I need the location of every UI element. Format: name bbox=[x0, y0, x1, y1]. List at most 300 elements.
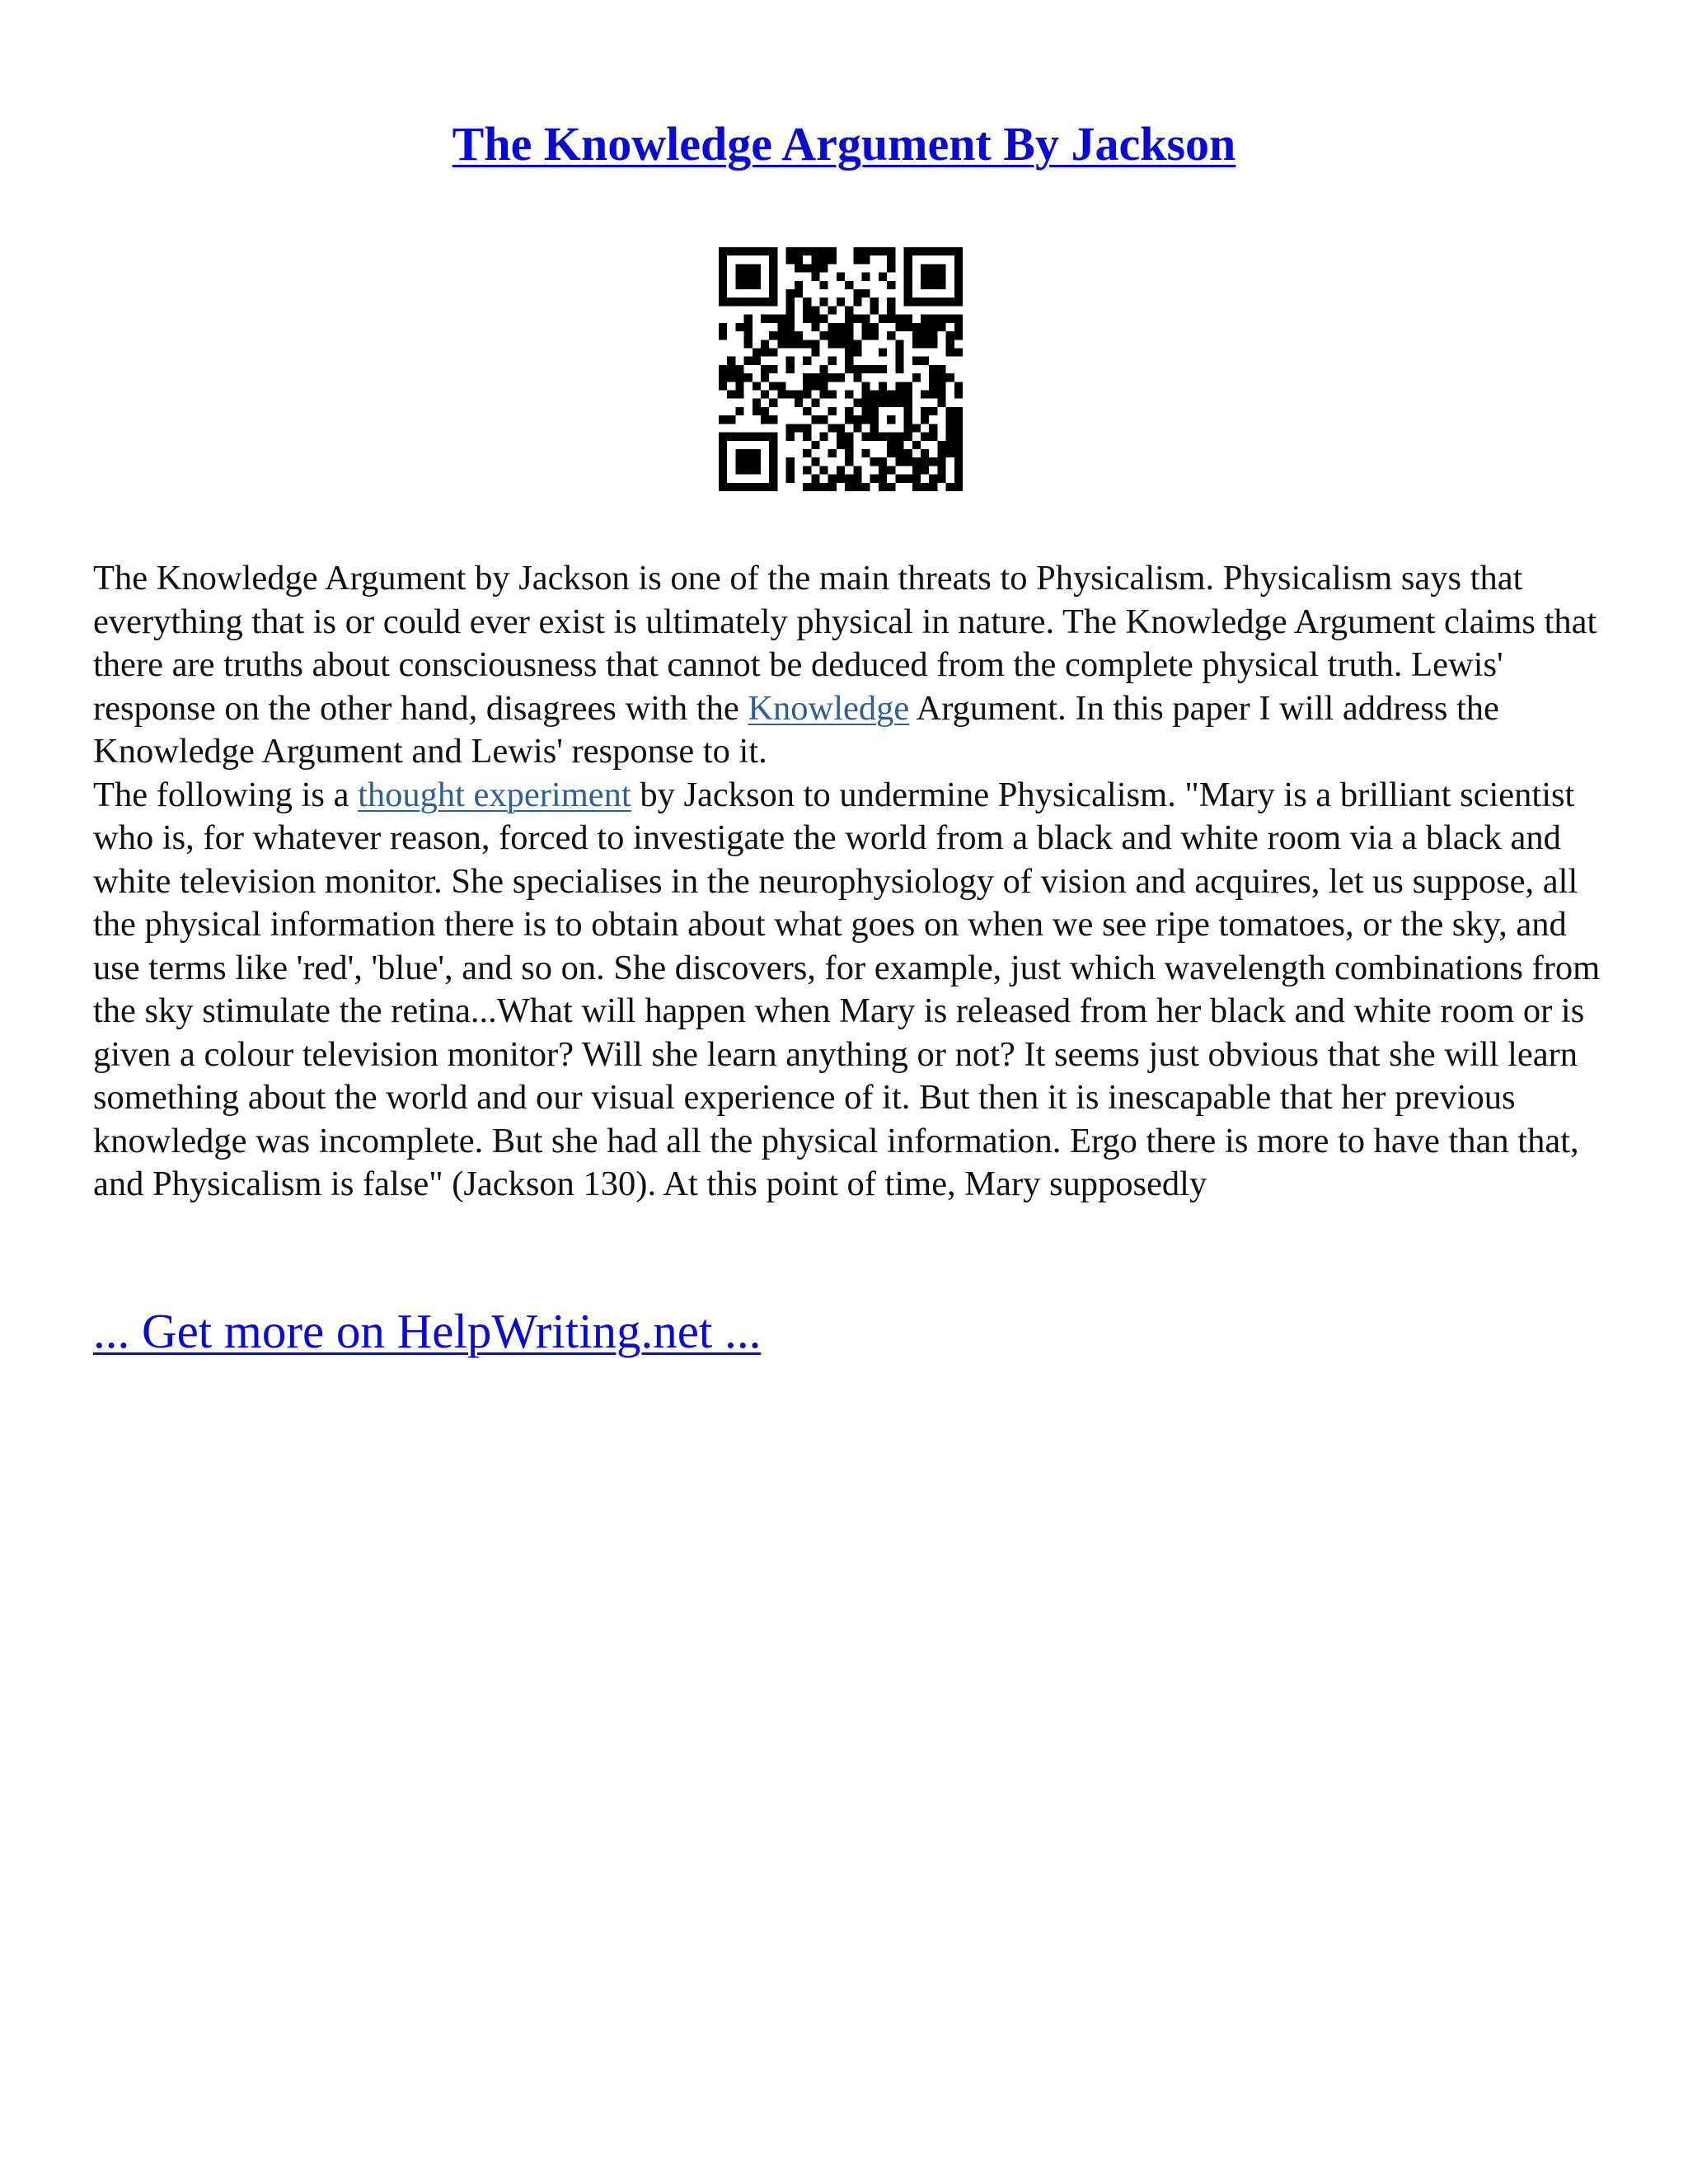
qr-module bbox=[853, 415, 861, 424]
qr-module bbox=[828, 306, 837, 314]
qr-module bbox=[735, 449, 743, 457]
qr-module bbox=[946, 424, 954, 432]
qr-module bbox=[887, 483, 895, 491]
qr-module bbox=[811, 273, 819, 281]
qr-module bbox=[937, 373, 945, 382]
qr-module bbox=[862, 247, 870, 255]
qr-module bbox=[753, 357, 761, 365]
qr-module bbox=[753, 466, 761, 474]
qr-module bbox=[819, 281, 828, 289]
qr-module bbox=[904, 449, 912, 457]
qr-module bbox=[803, 264, 811, 272]
qr-module bbox=[937, 323, 945, 331]
qr-module bbox=[862, 449, 870, 457]
qr-module bbox=[828, 407, 837, 415]
qr-module bbox=[912, 357, 921, 365]
qr-module bbox=[795, 255, 803, 264]
qr-module bbox=[795, 340, 803, 348]
qr-module bbox=[719, 281, 727, 289]
qr-module bbox=[946, 449, 954, 457]
qr-module bbox=[921, 298, 929, 306]
qr-module bbox=[735, 457, 743, 466]
qr-module bbox=[895, 323, 903, 331]
qr-module bbox=[921, 483, 929, 491]
qr-module bbox=[719, 373, 727, 382]
qr-module bbox=[954, 289, 963, 298]
qr-module bbox=[803, 357, 811, 365]
qr-module bbox=[862, 382, 870, 390]
qr-module bbox=[904, 281, 912, 289]
qr-module bbox=[921, 407, 929, 415]
qr-module bbox=[870, 298, 879, 306]
qr-module bbox=[819, 315, 828, 323]
qr-module bbox=[879, 365, 887, 373]
qr-module bbox=[921, 247, 929, 255]
qr-module bbox=[761, 407, 769, 415]
qr-module bbox=[761, 340, 769, 348]
qr-module bbox=[862, 391, 870, 399]
qr-module bbox=[761, 391, 769, 399]
qr-module bbox=[887, 399, 895, 407]
qr-module bbox=[929, 382, 937, 390]
qr-module bbox=[828, 373, 837, 382]
qr-module bbox=[870, 399, 879, 407]
qr-module bbox=[719, 298, 727, 306]
qr-module bbox=[828, 247, 837, 255]
qr-module bbox=[777, 323, 785, 331]
qr-module bbox=[769, 466, 777, 474]
qr-module bbox=[803, 449, 811, 457]
page-title bbox=[0, 111, 1688, 177]
qr-module bbox=[828, 449, 837, 457]
qr-module bbox=[904, 382, 912, 390]
qr-module bbox=[904, 273, 912, 281]
qr-module bbox=[862, 255, 870, 264]
qr-module bbox=[845, 441, 853, 449]
qr-module bbox=[769, 247, 777, 255]
qr-module bbox=[937, 399, 945, 407]
qr-module bbox=[845, 323, 853, 331]
qr-module bbox=[895, 315, 903, 323]
qr-module bbox=[786, 424, 795, 432]
qr-module bbox=[744, 340, 753, 348]
qr-module bbox=[937, 449, 945, 457]
qr-module bbox=[803, 298, 811, 306]
qr-module bbox=[803, 433, 811, 441]
qr-module bbox=[845, 315, 853, 323]
qr-module bbox=[887, 247, 895, 255]
qr-module bbox=[786, 391, 795, 399]
qr-module bbox=[735, 323, 743, 331]
qr-module bbox=[895, 399, 903, 407]
qr-module bbox=[786, 289, 795, 298]
qr-module bbox=[837, 441, 845, 449]
qr-module bbox=[819, 365, 828, 373]
qr-module bbox=[761, 415, 769, 424]
qr-module bbox=[761, 247, 769, 255]
paragraph-2-text-end: by Jackson to undermine Physicalism. "Mary is a brilliant scientist who is, for whatever reason, forced to investigate the world from a black and white room via a black and white television monitor. She specialises in the neurophysiology of vision and acquires, let us suppose, all the physical information there is to obtain about what goes on when we see ripe tomatoes, or the sky, and use terms like 'red', 'blue', and so on. She discovers, for example, just which wavelength combinations from the sky stimulate the retina...What will happen when Mary is released from her black and white room or is given a colour television monitor? Will she learn anything or not? It seems just obvious that she will learn something about the world and our visual experience of it. But then it is inescapable that her previous knowledge was incomplete. But she had all the physical information. Ergo there is more to have than that, and Physicalism is false" (Jackson 130). At this point of time, Mary supposedly bbox=[93, 775, 1601, 1203]
qr-module bbox=[795, 281, 803, 289]
qr-module bbox=[954, 466, 963, 474]
qr-module bbox=[929, 457, 937, 466]
qr-module bbox=[744, 247, 753, 255]
qr-module bbox=[937, 391, 945, 399]
qr-module bbox=[819, 331, 828, 340]
qr-module bbox=[921, 331, 929, 340]
qr-module bbox=[761, 373, 769, 382]
qr-module bbox=[786, 255, 795, 264]
qr-module bbox=[921, 415, 929, 424]
qr-module bbox=[803, 424, 811, 432]
qr-module bbox=[853, 255, 861, 264]
qr-module bbox=[946, 483, 954, 491]
knowledge-link[interactable]: Knowledge bbox=[748, 688, 910, 728]
qr-module bbox=[954, 424, 963, 432]
qr-module bbox=[887, 466, 895, 474]
qr-module bbox=[744, 457, 753, 466]
qr-module bbox=[887, 433, 895, 441]
qr-module bbox=[735, 407, 743, 415]
qr-module bbox=[819, 391, 828, 399]
qr-module bbox=[895, 441, 903, 449]
qr-module bbox=[904, 407, 912, 415]
qr-module bbox=[719, 415, 727, 424]
qr-module bbox=[853, 399, 861, 407]
qr-module bbox=[828, 483, 837, 491]
thought-experiment-link[interactable]: thought experiment bbox=[358, 775, 631, 814]
qr-module bbox=[895, 340, 903, 348]
qr-module bbox=[769, 483, 777, 491]
qr-module bbox=[870, 407, 879, 415]
qr-module bbox=[828, 424, 837, 432]
qr-module bbox=[895, 457, 903, 466]
qr-module bbox=[904, 415, 912, 424]
qr-module bbox=[777, 331, 785, 340]
qr-module bbox=[837, 433, 845, 441]
qr-module bbox=[819, 483, 828, 491]
qr-module bbox=[719, 323, 727, 331]
qr-module bbox=[744, 373, 753, 382]
qr-module bbox=[904, 289, 912, 298]
qr-module bbox=[786, 247, 795, 255]
qr-module bbox=[837, 323, 845, 331]
qr-module bbox=[744, 483, 753, 491]
qr-module bbox=[879, 483, 887, 491]
paragraph-2 bbox=[93, 774, 1601, 1207]
qr-module bbox=[786, 298, 795, 306]
qr-module bbox=[921, 449, 929, 457]
qr-module bbox=[753, 433, 761, 441]
qr-module bbox=[954, 483, 963, 491]
qr-module bbox=[769, 433, 777, 441]
paragraph-1 bbox=[93, 557, 1601, 774]
qr-module bbox=[929, 331, 937, 340]
qr-module bbox=[819, 433, 828, 441]
qr-module bbox=[904, 323, 912, 331]
qr-module bbox=[786, 433, 795, 441]
qr-module bbox=[744, 273, 753, 281]
qr-module bbox=[845, 457, 853, 466]
qr-module bbox=[769, 298, 777, 306]
qr-module bbox=[845, 391, 853, 399]
qr-module bbox=[786, 475, 795, 483]
qr-module bbox=[929, 298, 937, 306]
qr-module bbox=[929, 273, 937, 281]
qr-module bbox=[795, 391, 803, 399]
qr-module bbox=[946, 407, 954, 415]
qr-module bbox=[870, 415, 879, 424]
qr-module bbox=[828, 357, 837, 365]
qr-module bbox=[719, 247, 727, 255]
qr-module bbox=[753, 382, 761, 390]
qr-module bbox=[954, 273, 963, 281]
qr-module bbox=[912, 331, 921, 340]
qr-module bbox=[828, 255, 837, 264]
qr-module bbox=[735, 273, 743, 281]
qr-module bbox=[735, 365, 743, 373]
qr-module bbox=[946, 331, 954, 340]
qr-module bbox=[879, 247, 887, 255]
qr-module bbox=[803, 373, 811, 382]
qr-module bbox=[853, 315, 861, 323]
qr-module bbox=[837, 331, 845, 340]
qr-module bbox=[921, 315, 929, 323]
qr-module bbox=[786, 315, 795, 323]
qr-module bbox=[879, 391, 887, 399]
qr-module bbox=[912, 247, 921, 255]
qr-module bbox=[811, 247, 819, 255]
qr-module bbox=[946, 348, 954, 356]
qr-module bbox=[811, 340, 819, 348]
qr-module bbox=[753, 399, 761, 407]
qr-module bbox=[811, 348, 819, 356]
qr-module bbox=[929, 424, 937, 432]
qr-module bbox=[929, 373, 937, 382]
qr-module bbox=[719, 457, 727, 466]
qr-module bbox=[795, 247, 803, 255]
qr-module bbox=[954, 281, 963, 289]
qr-module bbox=[811, 483, 819, 491]
qr-code-icon bbox=[719, 247, 963, 491]
qr-module bbox=[946, 415, 954, 424]
qr-module bbox=[954, 331, 963, 340]
qr-module bbox=[887, 449, 895, 457]
qr-module bbox=[719, 433, 727, 441]
qr-module bbox=[769, 365, 777, 373]
qr-module bbox=[895, 348, 903, 356]
qr-module bbox=[769, 399, 777, 407]
qr-module bbox=[879, 466, 887, 474]
qr-module bbox=[904, 399, 912, 407]
qr-module bbox=[904, 298, 912, 306]
qr-module bbox=[837, 475, 845, 483]
qr-module bbox=[862, 399, 870, 407]
qr-module bbox=[719, 273, 727, 281]
qr-module bbox=[879, 433, 887, 441]
qr-module bbox=[853, 348, 861, 356]
qr-module bbox=[862, 407, 870, 415]
qr-module bbox=[845, 331, 853, 340]
qr-module bbox=[727, 247, 735, 255]
qr-module bbox=[887, 441, 895, 449]
qr-module bbox=[845, 340, 853, 348]
qr-module bbox=[887, 391, 895, 399]
qr-module bbox=[929, 247, 937, 255]
qr-module bbox=[954, 457, 963, 466]
qr-module bbox=[735, 247, 743, 255]
qr-module bbox=[895, 449, 903, 457]
qr-module bbox=[769, 475, 777, 483]
qr-module bbox=[921, 391, 929, 399]
qr-module bbox=[887, 281, 895, 289]
qr-module bbox=[786, 323, 795, 331]
qr-module bbox=[811, 475, 819, 483]
qr-module bbox=[887, 306, 895, 314]
qr-module bbox=[727, 483, 735, 491]
qr-module bbox=[895, 433, 903, 441]
get-more-section bbox=[93, 1298, 761, 1364]
qr-module bbox=[904, 457, 912, 466]
qr-module bbox=[921, 457, 929, 466]
qr-module bbox=[853, 247, 861, 255]
qr-module bbox=[921, 281, 929, 289]
qr-module bbox=[786, 457, 795, 466]
qr-module bbox=[753, 407, 761, 415]
qr-module bbox=[887, 415, 895, 424]
qr-module bbox=[819, 373, 828, 382]
qr-module bbox=[803, 483, 811, 491]
qr-module bbox=[811, 255, 819, 264]
qr-module bbox=[904, 475, 912, 483]
qr-module bbox=[744, 298, 753, 306]
qr-module bbox=[954, 382, 963, 390]
qr-module bbox=[937, 298, 945, 306]
qr-module bbox=[946, 298, 954, 306]
qr-module bbox=[929, 365, 937, 373]
qr-module bbox=[912, 475, 921, 483]
qr-module bbox=[769, 382, 777, 390]
qr-module bbox=[735, 298, 743, 306]
qr-module bbox=[795, 424, 803, 432]
qr-module bbox=[862, 323, 870, 331]
qr-module bbox=[811, 399, 819, 407]
qr-module bbox=[819, 298, 828, 306]
qr-module bbox=[719, 475, 727, 483]
qr-module bbox=[954, 415, 963, 424]
qr-module bbox=[837, 373, 845, 382]
qr-module bbox=[853, 289, 861, 298]
qr-module bbox=[870, 424, 879, 432]
qr-module bbox=[954, 255, 963, 264]
qr-module bbox=[954, 323, 963, 331]
qr-module bbox=[744, 433, 753, 441]
qr-module bbox=[912, 424, 921, 432]
qr-module bbox=[744, 323, 753, 331]
qr-module bbox=[727, 357, 735, 365]
qr-module bbox=[912, 466, 921, 474]
qr-module bbox=[803, 407, 811, 415]
qr-module bbox=[803, 391, 811, 399]
qr-module bbox=[786, 466, 795, 474]
qr-module bbox=[937, 365, 945, 373]
qr-module bbox=[929, 340, 937, 348]
qr-module bbox=[769, 264, 777, 272]
qr-module bbox=[895, 365, 903, 373]
qr-module bbox=[853, 475, 861, 483]
qr-module bbox=[845, 306, 853, 314]
qr-module bbox=[921, 264, 929, 272]
qr-module bbox=[954, 433, 963, 441]
qr-module bbox=[819, 466, 828, 474]
qr-module bbox=[719, 331, 727, 340]
qr-module bbox=[845, 475, 853, 483]
qr-module bbox=[761, 348, 769, 356]
qr-module bbox=[954, 264, 963, 272]
qr-module bbox=[937, 264, 945, 272]
qr-module bbox=[744, 357, 753, 365]
qr-module bbox=[912, 298, 921, 306]
qr-module bbox=[786, 340, 795, 348]
qr-module bbox=[744, 264, 753, 272]
qr-module bbox=[870, 247, 879, 255]
qr-module bbox=[744, 466, 753, 474]
qr-module bbox=[862, 415, 870, 424]
qr-module bbox=[769, 331, 777, 340]
qr-module bbox=[845, 407, 853, 415]
qr-module bbox=[777, 391, 785, 399]
title-link[interactable]: The Knowledge Argument By Jackson bbox=[452, 117, 1236, 171]
qr-module bbox=[753, 483, 761, 491]
qr-module bbox=[769, 255, 777, 264]
qr-module bbox=[929, 475, 937, 483]
qr-module bbox=[946, 315, 954, 323]
qr-module bbox=[727, 373, 735, 382]
qr-module bbox=[937, 441, 945, 449]
qr-module bbox=[912, 373, 921, 382]
qr-module bbox=[786, 331, 795, 340]
qr-module bbox=[946, 247, 954, 255]
qr-module bbox=[719, 289, 727, 298]
qr-module bbox=[803, 247, 811, 255]
qr-module bbox=[786, 306, 795, 314]
qr-module bbox=[786, 365, 795, 373]
qr-module bbox=[735, 433, 743, 441]
qr-module bbox=[735, 483, 743, 491]
qr-module bbox=[753, 449, 761, 457]
qr-module bbox=[929, 264, 937, 272]
qr-module bbox=[777, 315, 785, 323]
qr-module bbox=[845, 348, 853, 356]
qr-module bbox=[819, 382, 828, 390]
qr-module bbox=[879, 399, 887, 407]
qr-module bbox=[937, 475, 945, 483]
get-more-link[interactable]: ... Get more on HelpWriting.net ... bbox=[93, 1304, 762, 1358]
qr-module bbox=[895, 382, 903, 390]
qr-module bbox=[887, 298, 895, 306]
qr-module bbox=[954, 391, 963, 399]
qr-module bbox=[929, 281, 937, 289]
qr-module bbox=[719, 365, 727, 373]
qr-module bbox=[837, 340, 845, 348]
qr-module bbox=[879, 382, 887, 390]
qr-module bbox=[727, 391, 735, 399]
qr-module bbox=[803, 315, 811, 323]
qr-module bbox=[795, 331, 803, 340]
qr-module bbox=[795, 289, 803, 298]
qr-module bbox=[769, 348, 777, 356]
qr-module bbox=[862, 483, 870, 491]
qr-module bbox=[862, 365, 870, 373]
